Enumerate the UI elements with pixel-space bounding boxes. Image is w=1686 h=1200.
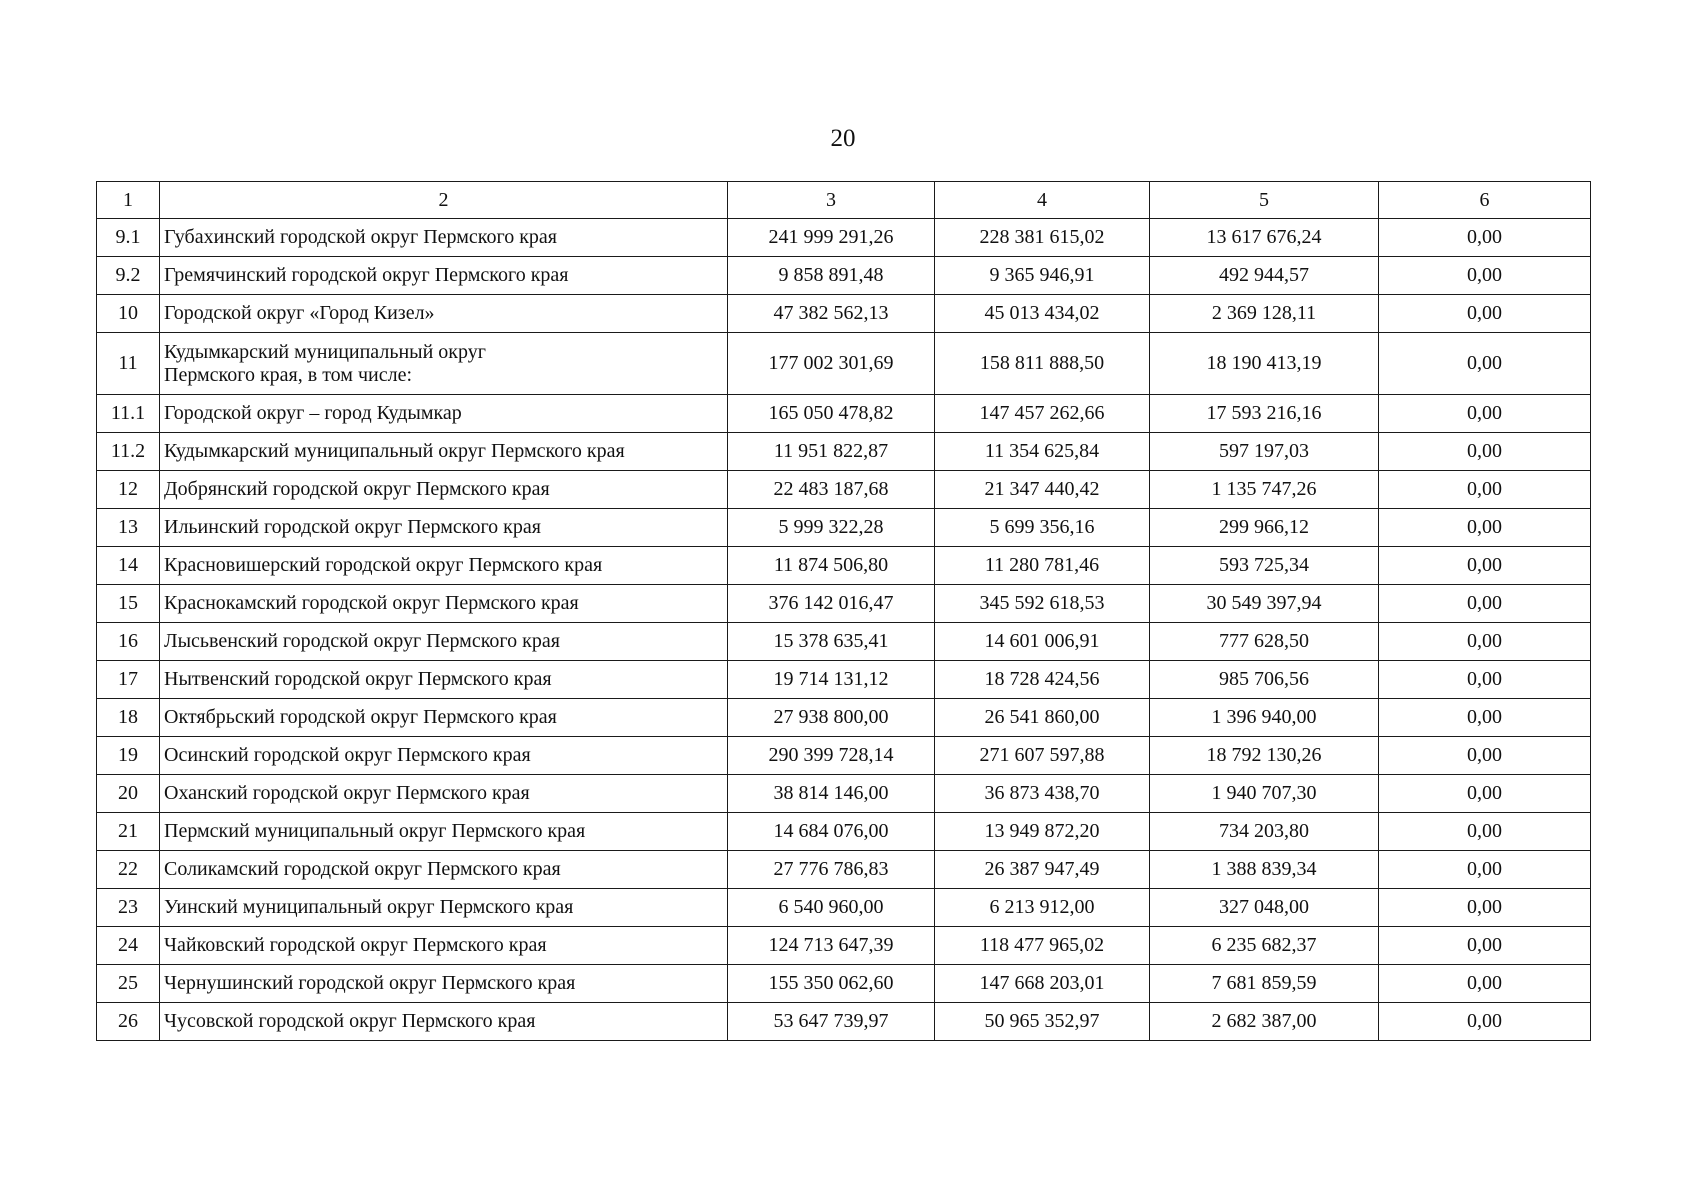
column-4-value-cell: 11 354 625,84 (935, 433, 1150, 471)
column-6-value-cell: 0,00 (1379, 509, 1591, 547)
column-5-value-cell: 985 706,56 (1150, 661, 1379, 699)
municipality-name-line: Соликамский городской округ Пермского края (164, 858, 561, 880)
column-6-value-cell: 0,00 (1379, 257, 1591, 295)
table-body (97, 219, 1591, 1041)
table-row (97, 547, 1591, 585)
column-6-value-cell: 0,00 (1379, 737, 1591, 775)
row-number-cell: 11 (97, 333, 160, 395)
column-5-value-cell: 299 966,12 (1150, 509, 1379, 547)
column-4-value-cell: 345 592 618,53 (935, 585, 1150, 623)
column-5-value-cell: 13 617 676,24 (1150, 219, 1379, 257)
column-4-value-cell: 26 541 860,00 (935, 699, 1150, 737)
row-number-cell: 12 (97, 471, 160, 509)
column-6-value-cell: 0,00 (1379, 395, 1591, 433)
column-4-value-cell: 271 607 597,88 (935, 737, 1150, 775)
municipality-name-cell (160, 889, 728, 927)
column-4-value-cell: 26 387 947,49 (935, 851, 1150, 889)
table-row (97, 851, 1591, 889)
row-number-cell: 23 (97, 889, 160, 927)
column-4-value-cell: 147 668 203,01 (935, 965, 1150, 1003)
column-5-value-cell: 327 048,00 (1150, 889, 1379, 927)
column-3-value-cell: 38 814 146,00 (728, 775, 935, 813)
municipality-name-cell (160, 927, 728, 965)
column-3-value-cell: 177 002 301,69 (728, 333, 935, 395)
column-6-value-cell: 0,00 (1379, 219, 1591, 257)
table-row (97, 257, 1591, 295)
municipality-name-line: Городской округ «Город Кизел» (164, 302, 435, 324)
municipality-name-cell (160, 295, 728, 333)
municipality-name-line: Октябрьский городской округ Пермского края (164, 706, 557, 728)
municipality-name-cell (160, 395, 728, 433)
municipality-name-cell (160, 585, 728, 623)
column-4-value-cell: 118 477 965,02 (935, 927, 1150, 965)
row-number-cell: 9.2 (97, 257, 160, 295)
column-6-value-cell: 0,00 (1379, 775, 1591, 813)
column-3-value-cell: 5 999 322,28 (728, 509, 935, 547)
municipality-name-cell (160, 623, 728, 661)
column-5-value-cell: 2 369 128,11 (1150, 295, 1379, 333)
column-6-value-cell: 0,00 (1379, 295, 1591, 333)
table-row (97, 585, 1591, 623)
column-6-value-cell: 0,00 (1379, 471, 1591, 509)
municipality-name-line: Оханский городской округ Пермского края (164, 782, 530, 804)
municipality-name-line: Кудымкарский муниципальный округ (164, 340, 486, 363)
municipality-name-cell (160, 699, 728, 737)
municipality-name-line: Чайковский городской округ Пермского края (164, 934, 547, 956)
column-6-value-cell: 0,00 (1379, 585, 1591, 623)
municipality-name-line: Нытвенский городской округ Пермского края (164, 668, 552, 690)
column-3-value-cell: 14 684 076,00 (728, 813, 935, 851)
municipality-name-cell (160, 547, 728, 585)
column-6-value-cell: 0,00 (1379, 965, 1591, 1003)
column-5-value-cell: 6 235 682,37 (1150, 927, 1379, 965)
table-row (97, 395, 1591, 433)
column-4-value-cell: 21 347 440,42 (935, 471, 1150, 509)
column-5-value-cell: 7 681 859,59 (1150, 965, 1379, 1003)
table-row (97, 333, 1591, 395)
municipality-name-line: Чернушинский городской округ Пермского края (164, 972, 576, 994)
column-5-value-cell: 2 682 387,00 (1150, 1003, 1379, 1041)
table-row (97, 623, 1591, 661)
column-3-value-cell: 47 382 562,13 (728, 295, 935, 333)
column-5-value-cell: 30 549 397,94 (1150, 585, 1379, 623)
column-3-value-cell: 53 647 739,97 (728, 1003, 935, 1041)
column-3-value-cell: 27 776 786,83 (728, 851, 935, 889)
column-6-value-cell: 0,00 (1379, 623, 1591, 661)
municipality-name-line: Красновишерский городской округ Пермского края (164, 554, 603, 576)
row-number-cell: 24 (97, 927, 160, 965)
table-row (97, 965, 1591, 1003)
municipality-name-cell (160, 661, 728, 699)
column-4-value-cell: 36 873 438,70 (935, 775, 1150, 813)
row-number-cell: 11.2 (97, 433, 160, 471)
municipality-name-line: Осинский городской округ Пермского края (164, 744, 531, 766)
municipality-name-cell (160, 471, 728, 509)
column-6-value-cell: 0,00 (1379, 889, 1591, 927)
column-4-value-cell: 158 811 888,50 (935, 333, 1150, 395)
column-4-value-cell: 6 213 912,00 (935, 889, 1150, 927)
column-5-value-cell: 18 792 130,26 (1150, 737, 1379, 775)
municipality-name-cell (160, 851, 728, 889)
column-6-value-cell: 0,00 (1379, 813, 1591, 851)
column-4-value-cell: 14 601 006,91 (935, 623, 1150, 661)
column-5-value-cell: 777 628,50 (1150, 623, 1379, 661)
municipality-name-cell (160, 219, 728, 257)
row-number-cell: 14 (97, 547, 160, 585)
data-table (96, 181, 1591, 1041)
column-3-value-cell: 9 858 891,48 (728, 257, 935, 295)
column-6-value-cell: 0,00 (1379, 547, 1591, 585)
column-5-value-cell: 1 940 707,30 (1150, 775, 1379, 813)
municipality-name-cell (160, 813, 728, 851)
column-4-value-cell: 13 949 872,20 (935, 813, 1150, 851)
municipality-name-line: Чусовской городской округ Пермского края (164, 1010, 536, 1032)
municipality-name-cell (160, 509, 728, 547)
column-3-value-cell: 11 951 822,87 (728, 433, 935, 471)
table-row (97, 219, 1591, 257)
table-row (97, 699, 1591, 737)
column-3-value-cell: 15 378 635,41 (728, 623, 935, 661)
municipality-name-line: Гремячинский городской округ Пермского края (164, 264, 569, 286)
column-3-value-cell: 376 142 016,47 (728, 585, 935, 623)
column-header: 6 (1379, 182, 1591, 219)
column-4-value-cell: 50 965 352,97 (935, 1003, 1150, 1041)
row-number-cell: 25 (97, 965, 160, 1003)
column-3-value-cell: 165 050 478,82 (728, 395, 935, 433)
municipality-name-cell (160, 775, 728, 813)
table-row (97, 889, 1591, 927)
municipality-name-line: Краснокамский городской округ Пермского края (164, 592, 579, 614)
municipality-name-line: Губахинский городской округ Пермского края (164, 226, 557, 248)
row-number-cell: 21 (97, 813, 160, 851)
table-row (97, 813, 1591, 851)
column-5-value-cell: 734 203,80 (1150, 813, 1379, 851)
table-row (97, 927, 1591, 965)
municipality-name-cell (160, 257, 728, 295)
column-4-value-cell: 45 013 434,02 (935, 295, 1150, 333)
column-3-value-cell: 155 350 062,60 (728, 965, 935, 1003)
column-3-value-cell: 290 399 728,14 (728, 737, 935, 775)
column-5-value-cell: 1 396 940,00 (1150, 699, 1379, 737)
table-row (97, 661, 1591, 699)
column-6-value-cell: 0,00 (1379, 1003, 1591, 1041)
column-3-value-cell: 19 714 131,12 (728, 661, 935, 699)
table-row (97, 509, 1591, 547)
column-header: 5 (1150, 182, 1379, 219)
municipality-name-cell (160, 333, 728, 395)
row-number-cell: 17 (97, 661, 160, 699)
row-number-cell: 22 (97, 851, 160, 889)
municipality-name-line: Лысьвенский городской округ Пермского края (164, 630, 560, 652)
column-5-value-cell: 18 190 413,19 (1150, 333, 1379, 395)
municipality-name-line: Городской округ – город Кудымкар (164, 402, 462, 424)
column-3-value-cell: 27 938 800,00 (728, 699, 935, 737)
column-4-value-cell: 18 728 424,56 (935, 661, 1150, 699)
column-5-value-cell: 1 388 839,34 (1150, 851, 1379, 889)
column-3-value-cell: 22 483 187,68 (728, 471, 935, 509)
column-5-value-cell: 17 593 216,16 (1150, 395, 1379, 433)
column-5-value-cell: 492 944,57 (1150, 257, 1379, 295)
table-row (97, 471, 1591, 509)
municipality-name-cell (160, 737, 728, 775)
column-6-value-cell: 0,00 (1379, 433, 1591, 471)
column-3-value-cell: 124 713 647,39 (728, 927, 935, 965)
column-4-value-cell: 147 457 262,66 (935, 395, 1150, 433)
table-row (97, 295, 1591, 333)
column-5-value-cell: 593 725,34 (1150, 547, 1379, 585)
row-number-cell: 13 (97, 509, 160, 547)
municipality-name-line: Добрянский городской округ Пермского края (164, 478, 550, 500)
page-number: 20 (830, 125, 856, 152)
row-number-cell: 26 (97, 1003, 160, 1041)
column-header: 1 (97, 182, 160, 219)
table-row (97, 775, 1591, 813)
column-6-value-cell: 0,00 (1379, 927, 1591, 965)
municipality-name-line: Ильинский городской округ Пермского края (164, 516, 541, 538)
column-4-value-cell: 5 699 356,16 (935, 509, 1150, 547)
column-4-value-cell: 11 280 781,46 (935, 547, 1150, 585)
table-row (97, 737, 1591, 775)
municipality-name-cell (160, 965, 728, 1003)
municipality-name-line: Пермский муниципальный округ Пермского края (164, 820, 586, 842)
column-5-value-cell: 597 197,03 (1150, 433, 1379, 471)
row-number-cell: 15 (97, 585, 160, 623)
row-number-cell: 16 (97, 623, 160, 661)
column-header: 3 (728, 182, 935, 219)
column-6-value-cell: 0,00 (1379, 699, 1591, 737)
column-3-value-cell: 11 874 506,80 (728, 547, 935, 585)
column-4-value-cell: 9 365 946,91 (935, 257, 1150, 295)
row-number-cell: 10 (97, 295, 160, 333)
column-header: 4 (935, 182, 1150, 219)
column-3-value-cell: 6 540 960,00 (728, 889, 935, 927)
column-5-value-cell: 1 135 747,26 (1150, 471, 1379, 509)
municipality-name-line: Пермского края, в том числе: (164, 363, 412, 386)
column-3-value-cell: 241 999 291,26 (728, 219, 935, 257)
municipality-name-line: Кудымкарский муниципальный округ Пермского края (164, 440, 625, 462)
table-row (97, 1003, 1591, 1041)
column-4-value-cell: 228 381 615,02 (935, 219, 1150, 257)
municipality-name-cell (160, 433, 728, 471)
column-6-value-cell: 0,00 (1379, 851, 1591, 889)
row-number-cell: 18 (97, 699, 160, 737)
row-number-cell: 9.1 (97, 219, 160, 257)
header-row (97, 182, 1591, 219)
municipality-name-cell (160, 1003, 728, 1041)
column-6-value-cell: 0,00 (1379, 661, 1591, 699)
row-number-cell: 19 (97, 737, 160, 775)
column-header: 2 (160, 182, 728, 219)
row-number-cell: 20 (97, 775, 160, 813)
table-row (97, 433, 1591, 471)
row-number-cell: 11.1 (97, 395, 160, 433)
municipality-name-line: Уинский муниципальный округ Пермского края (164, 896, 574, 918)
column-6-value-cell: 0,00 (1379, 333, 1591, 395)
